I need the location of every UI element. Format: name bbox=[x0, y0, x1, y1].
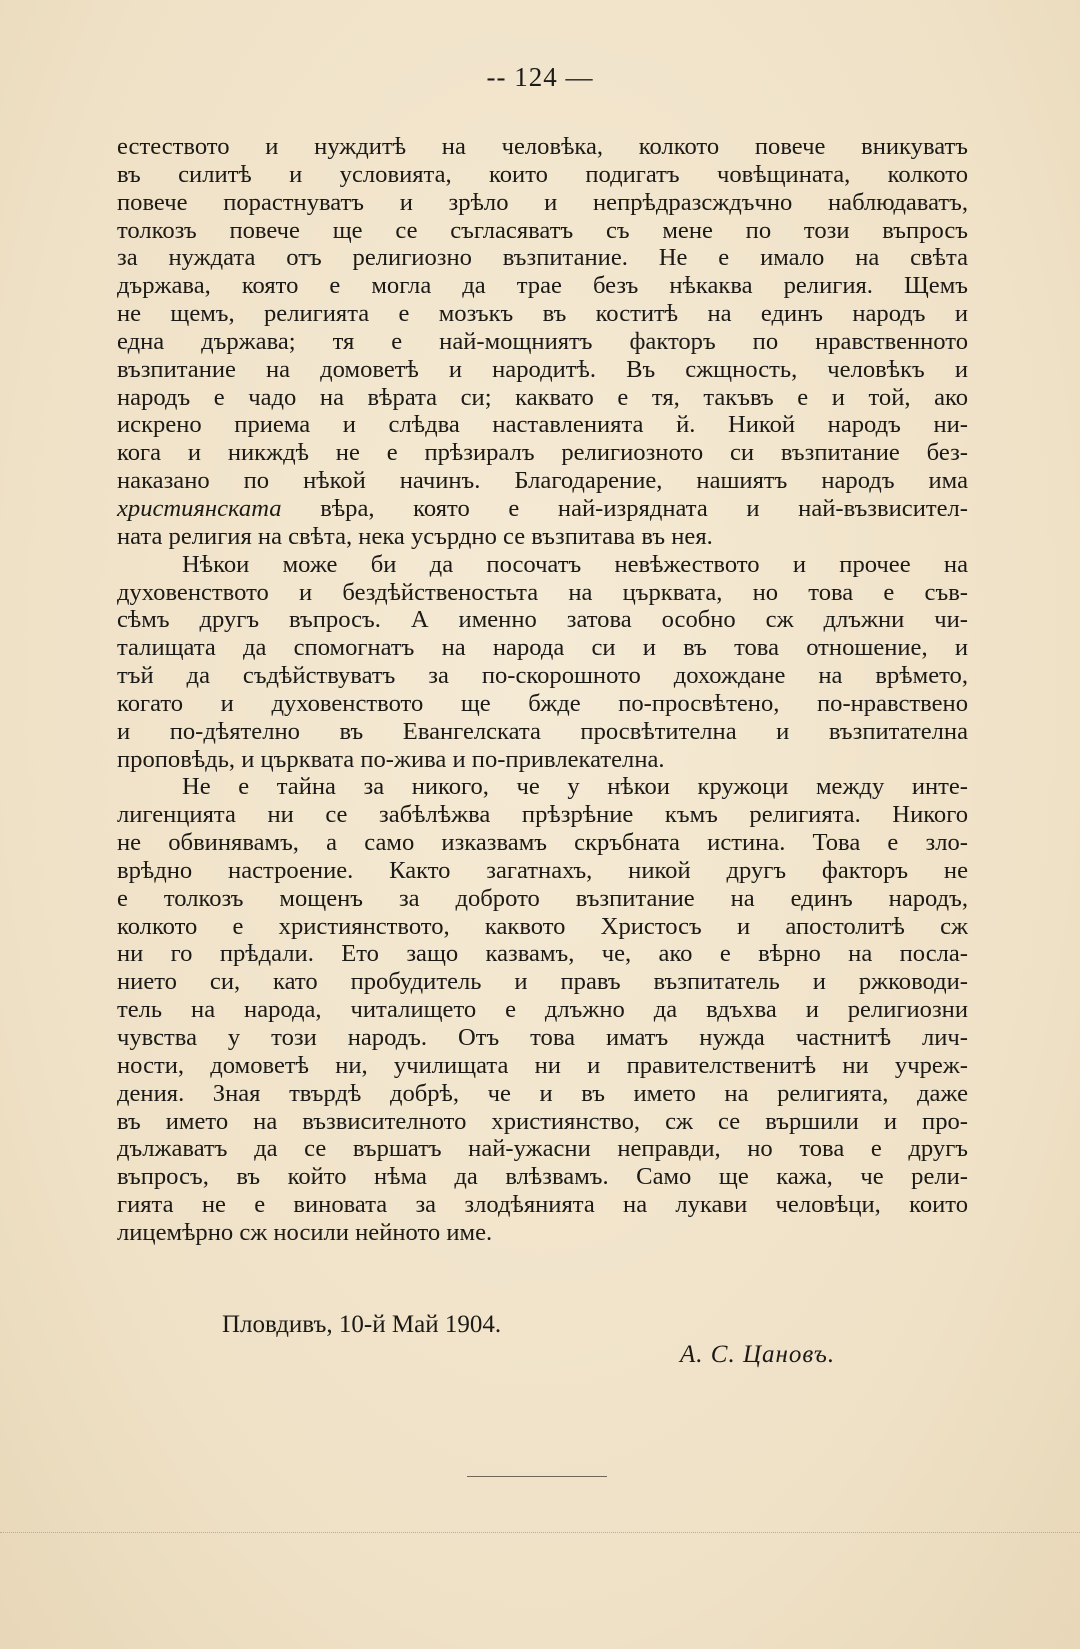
text-line: ната религия на свѣта, нека усърдно се възпитава въ нея. bbox=[117, 522, 713, 550]
text-line: духовенството и бездѣйственостьта на църквата, но това е съв- bbox=[117, 578, 968, 606]
text-line: не щемъ, религията е мозъкъ въ коститѣ на единъ народъ и bbox=[117, 300, 968, 328]
text-line: талищата да спомогнатъ на народа си и въ това отношение, и bbox=[117, 634, 968, 662]
text-line: сѣмъ другъ въпросъ. А именно затова особно сж длъжни чи- bbox=[117, 606, 968, 634]
text-line-rest: вѣра, която е най-изрядната и най-възвисител- bbox=[281, 494, 968, 522]
text-line: е толкозъ мощенъ за доброто възпитание на единъ народъ, bbox=[117, 884, 968, 912]
page-fold-line bbox=[0, 1532, 1080, 1533]
text-line: тель на народа, читалището е длъжно да вдъхва и религиозни bbox=[117, 996, 968, 1024]
dateline: Пловдивъ, 10-й Май 1904. bbox=[222, 1311, 502, 1338]
text-line: въпросъ, въ който нѣма да влѣзвамъ. Само ще кажа, че рели- bbox=[117, 1163, 968, 1191]
text-line: лицемѣрно сж носили нейното име. bbox=[117, 1218, 493, 1246]
text-line: искрено приема и слѣдва наставленията й. Никой народъ ни- bbox=[117, 411, 968, 439]
text-line: естеството и нуждитѣ на человѣка, колкото повече вникуватъ bbox=[117, 133, 968, 160]
text-line: за нуждата отъ религиозно възпитание. Не е имало на свѣта bbox=[117, 244, 968, 272]
text-line: народъ е чадо на вѣрата си; каквато е тя, такъвъ е и той, ако bbox=[117, 383, 968, 411]
text-line: въ името на възвисителното християнство, сж се вършили и про- bbox=[117, 1107, 968, 1135]
paragraph-1 bbox=[117, 133, 968, 551]
text-line: не обвинявамъ, а само изказвамъ скръбната истина. Това е зло- bbox=[117, 829, 968, 857]
page-number: -- 124 — bbox=[486, 62, 594, 92]
text-line: ности, домоветѣ ни, училищата ни и правителственитѣ ни учреж- bbox=[117, 1051, 968, 1079]
text-line: тъй да съдѣйствуватъ за по-скорошното дохождане на врѣмето, bbox=[117, 662, 968, 690]
text-line-with-italic bbox=[117, 495, 968, 523]
text-line: и по-дѣятелно въ Евангелската просвѣтителна и възпитателна bbox=[117, 717, 968, 745]
text-line: повече порастнуватъ и зрѣло и непрѣдразсждъчно наблюдаватъ, bbox=[117, 188, 968, 216]
text-line: една държава; тя е най-мощниятъ факторъ по нравственното bbox=[117, 327, 968, 355]
text-line: наказано по нѣкой начинъ. Благодарение, нашиятъ народъ има bbox=[117, 467, 968, 495]
text-line: врѣдно настроение. Както загатнахъ, никой другъ факторъ не bbox=[117, 856, 968, 884]
paragraph-3 bbox=[117, 773, 968, 1246]
text-line: държава, която е могла да трае безъ нѣкаква религия. Щемъ bbox=[117, 272, 968, 300]
text-line: дължаватъ да се вършатъ най-ужасни неправди, но това е другъ bbox=[117, 1135, 968, 1163]
text-line: когато и духовенството ще бжде по-просвѣтено, по-нравствено bbox=[117, 689, 968, 717]
italic-word: християнската bbox=[117, 494, 282, 522]
text-line: чувства у този народъ. Отъ това иматъ нужда частнитѣ лич- bbox=[117, 1024, 968, 1051]
text-line: дения. Зная твърдѣ добрѣ, че и въ името на религията, даже bbox=[117, 1079, 968, 1107]
text-line: нието си, като пробудитель и правъ възпитатель и ржководи- bbox=[117, 968, 968, 996]
text-line: толкозъ повече ще се съгласяватъ съ мене по този въпросъ bbox=[117, 216, 968, 244]
text-line: колкото е християнството, каквото Христосъ и апостолитѣ сж bbox=[117, 912, 968, 940]
text-line: кога и никждѣ не е прѣзиралъ религиозното си възпитание без- bbox=[117, 439, 968, 467]
text-line: проповѣдь, и църквата по-жива и по-привлекателна. bbox=[117, 745, 665, 773]
text-line: ни го прѣдали. Ето защо казвамъ, че, ако е вѣрно на посла- bbox=[117, 940, 968, 968]
text-line: Не е тайна за никого, че у нѣкои кружоци между инте- bbox=[182, 773, 968, 801]
paragraph-2 bbox=[117, 551, 968, 774]
body-text bbox=[117, 133, 968, 1247]
text-line: въ силитѣ и условията, които подигатъ човѣщината, колкото bbox=[117, 160, 968, 188]
text-line: гията не е виновата за злодѣянията на лукави человѣци, които bbox=[117, 1191, 968, 1219]
section-divider bbox=[467, 1476, 607, 1477]
text-line: Нѣкои може би да посочатъ невѣжеството и прочее на bbox=[182, 550, 968, 578]
author-signature: А. С. Цановъ. bbox=[680, 1341, 836, 1368]
text-line: възпитание на домоветѣ и народитѣ. Въ сжщность, человѣкъ и bbox=[117, 355, 968, 383]
text-line: лигенцията ни се забѣлѣжва прѣзрѣние къмъ религията. Никого bbox=[117, 801, 968, 829]
